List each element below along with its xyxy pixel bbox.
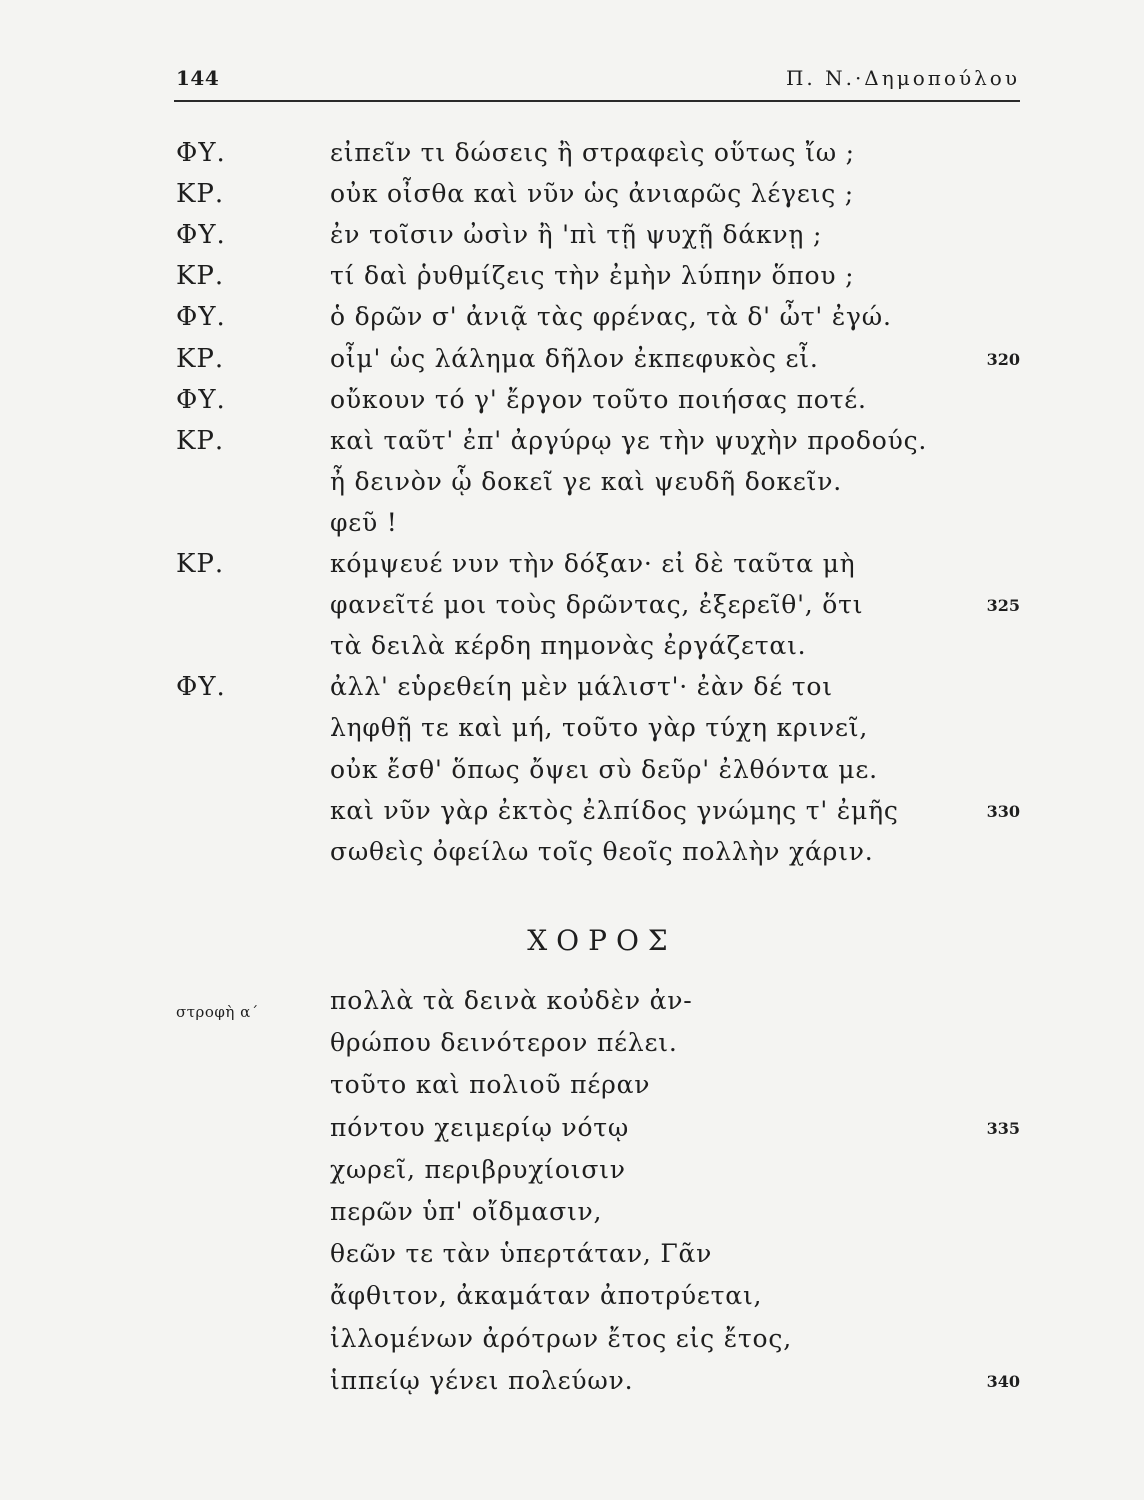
- verse-line: [0, 1070, 1144, 1110]
- strophe-label: στροφὴ α΄: [176, 1003, 259, 1021]
- speaker-label: ΚΡ.: [176, 425, 225, 456]
- verse-line: [0, 302, 1144, 342]
- verse-line: [0, 1113, 1144, 1153]
- line-number: 320: [986, 349, 1020, 369]
- speaker-label: ΚΡ.: [176, 343, 225, 374]
- verse-line: [0, 344, 1144, 384]
- speaker-label: ΚΡ.: [176, 261, 225, 292]
- verse-text: θεῶν τε τὰν ὑπερτάταν, Γᾶν: [330, 1239, 713, 1269]
- line-number: 330: [986, 801, 1020, 821]
- verse-line: [0, 796, 1144, 836]
- line-number: 335: [986, 1118, 1020, 1138]
- verse-text: ἐν τοῖσιν ὠσὶν ἢ 'πὶ τῇ ψυχῇ δάκνῃ ;: [330, 220, 823, 250]
- verse-text: ἰλλομένων ἀρότρων ἔτος εἰς ἔτος,: [330, 1323, 792, 1353]
- verse-text: οὐκ ἔσθ' ὅπως ὄψει σὺ δεῦρ' ἐλθόντα με.: [330, 754, 878, 784]
- verse-line: [0, 713, 1144, 753]
- speaker-label: ΚΡ.: [176, 179, 225, 210]
- verse-line: [0, 508, 1144, 548]
- verse-line: [0, 220, 1144, 260]
- verse-text: ληφθῇ τε καὶ μή, τοῦτο γὰρ τύχη κρινεῖ,: [330, 713, 869, 743]
- chorus-title: ΧΟΡΟΣ: [527, 924, 677, 957]
- verse-line: [0, 1028, 1144, 1068]
- speaker-label: ΚΡ.: [176, 549, 225, 579]
- verse-text: οὔκουν τό γ' ἔργον τοῦτο ποιήσας ποτέ.: [330, 384, 867, 414]
- verse-text: φανεῖτέ μοι τοὺς δρῶντας, ἐξερεῖθ', ὅτι: [330, 590, 864, 620]
- verse-text: καὶ ταῦτ' ἐπ' ἀργύρῳ γε τὴν ψυχὴν προδούς.: [330, 425, 928, 455]
- verse-line: [0, 549, 1144, 589]
- verse-line: [0, 837, 1144, 877]
- verse-line: [0, 261, 1144, 301]
- verse-text: σωθεὶς ὀφείλω τοῖς θεοῖς πολλὴν χάριν.: [330, 836, 874, 866]
- verse-line: [0, 1324, 1144, 1364]
- verse-line: [0, 631, 1144, 671]
- verse-line: [0, 138, 1144, 178]
- verse-line: [0, 426, 1144, 466]
- verse-text: οὐκ οἶσθα καὶ νῦν ὡς ἀνιαρῶς λέγεις ;: [330, 179, 855, 209]
- verse-line: [0, 1281, 1144, 1321]
- verse-line: [0, 986, 1144, 1026]
- verse-text: περῶν ὑπ' οἴδμασιν,: [330, 1197, 603, 1226]
- verse-text: ἦ δεινὸν ᾧ δοκεῖ γε καὶ ψευδῆ δοκεῖν.: [330, 466, 842, 496]
- verse-text: εἰπεῖν τι δώσεις ἢ στραφεὶς οὕτως ἴω ;: [330, 138, 855, 167]
- verse-line: [0, 1155, 1144, 1195]
- verse-line: [0, 590, 1144, 630]
- verse-line: [0, 672, 1144, 712]
- verse-text: καὶ νῦν γὰρ ἐκτὸς ἐλπίδος γνώμης τ' ἐμῆς: [330, 795, 899, 825]
- page-number: 144: [176, 66, 220, 90]
- verse-text: τὰ δειλὰ κέρδη πημονὰς ἐργάζεται.: [330, 631, 807, 661]
- speaker-label: ΦΥ.: [176, 138, 226, 168]
- verse-line: [0, 1197, 1144, 1237]
- verse-line: [0, 179, 1144, 219]
- verse-text: ἄφθιτον, ἀκαμάταν ἀποτρύεται,: [330, 1281, 763, 1311]
- verse-text: κόμψευέ νυν τὴν δόξαν· εἰ δὲ ταῦτα μὴ: [330, 549, 856, 578]
- verse-text: πόντου χειμερίῳ νότῳ: [330, 1112, 630, 1142]
- verse-line: [0, 1239, 1144, 1279]
- verse-line: [0, 467, 1144, 507]
- verse-line: [0, 1366, 1144, 1406]
- verse-text: πολλὰ τὰ δεινὰ κοὐδὲν ἀν-: [330, 986, 693, 1015]
- verse-text: τί δαὶ ῥυθμίζεις τὴν ἐμὴν λύπην ὅπου ;: [330, 261, 855, 291]
- verse-line: [0, 755, 1144, 795]
- verse-text: τοῦτο καὶ πολιοῦ πέραν: [330, 1070, 651, 1100]
- verse-text: θρώπου δεινότερον πέλει.: [330, 1028, 678, 1058]
- line-number: 340: [986, 1371, 1020, 1391]
- speaker-label: ΦΥ.: [176, 220, 226, 251]
- verse-line: [0, 385, 1144, 425]
- verse-text: ἀλλ' εὑρεθείη μὲν μάλιστ'· ἐὰν δέ τοι: [330, 672, 833, 702]
- verse-text: ἱππείῳ γένει πολεύων.: [330, 1365, 634, 1395]
- verse-text: χωρεῖ, περιβρυχίοισιν: [330, 1154, 626, 1184]
- verse-text: ὁ δρῶν σ' ἀνιᾷ τὰς φρένας, τὰ δ' ὦτ' ἐγώ.: [330, 302, 892, 332]
- speaker-label: ΦΥ.: [176, 672, 226, 703]
- speaker-label: ΦΥ.: [176, 384, 226, 415]
- line-number: 325: [986, 596, 1020, 616]
- verse-text: οἶμ' ὡς λάλημα δῆλον ἐκπεφυκὸς εἶ.: [330, 343, 819, 373]
- verse-text: φεῦ !: [330, 507, 398, 537]
- speaker-label: ΦΥ.: [176, 302, 226, 333]
- running-head: Π. Ν.·Δημοπούλου: [785, 66, 1020, 90]
- header-rule: [174, 100, 1020, 102]
